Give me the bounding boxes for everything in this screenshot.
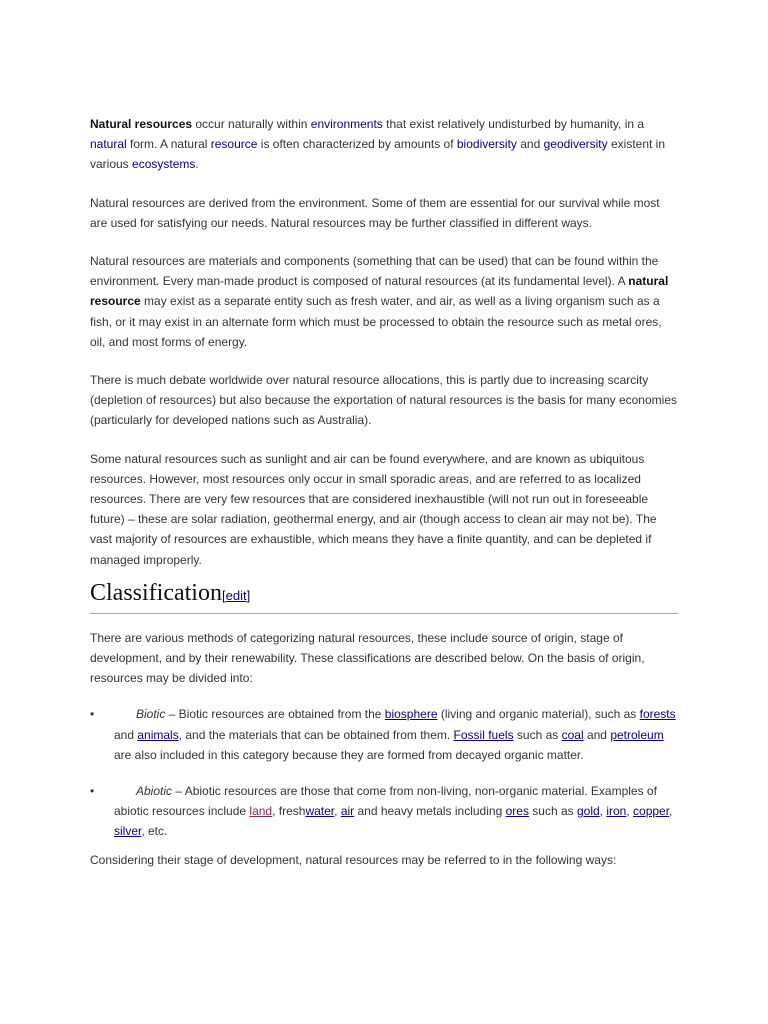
text-span: , (599, 804, 607, 819)
text-span: may exist as a separate entity such as fresh water, and air, as well as a living organism such as a fish, or it may exist in an alternate form which must be processed to obtain the resource such as metal ores, oil, and most forms of energy. (90, 294, 662, 349)
link-forests[interactable]: forests (639, 707, 676, 722)
link-animals[interactable]: animals (137, 727, 179, 742)
term-abiotic: Abiotic (136, 784, 173, 799)
link-water[interactable]: water (305, 804, 335, 819)
link-petroleum[interactable]: petroleum (610, 727, 664, 742)
link-fossil-fuels[interactable]: Fossil fuels (453, 727, 514, 742)
paragraph-stage-of-development: Considering their stage of development, natural resources may be referred to in the following ways: (90, 852, 617, 867)
text-span: , and the materials that can be obtained from them. (178, 727, 454, 742)
text-span: Natural resources are materials and components (something that can be used) that can be found within the environment. Every man-made product is composed of natural resources (at its fundamental level). A (90, 254, 659, 289)
text-span: – Biotic resources are obtained from the (165, 707, 385, 722)
list-item-abiotic (90, 781, 678, 842)
text-span: and heavy metals including (354, 804, 506, 819)
text-span: and (516, 137, 544, 152)
text-span: , etc. (141, 824, 168, 839)
link-resource[interactable]: resource (210, 137, 258, 152)
intro-paragraph (90, 114, 678, 175)
article-body (90, 114, 678, 870)
text-span: such as (528, 804, 577, 819)
text-span: , (669, 804, 673, 819)
link-natural[interactable]: natural (90, 137, 127, 152)
link-ores[interactable]: ores (505, 804, 529, 819)
heading-title: Classification (90, 579, 222, 606)
link-biodiversity[interactable]: biodiversity (456, 137, 517, 152)
link-geodiversity[interactable]: geodiversity (543, 137, 608, 152)
text-span: – Abiotic resources are those that come from non-living, non-organic material. Examples of abiotic resources include (114, 784, 657, 819)
link-silver[interactable]: silver (114, 824, 142, 839)
bold-term: natural resource (90, 274, 669, 309)
paragraph-materials (90, 251, 678, 352)
paragraph-ubiquitous: Some natural resources such as sunlight and air can be found everywhere, and are known as ubiquitous resources. However, most resources only occur in small sporadic areas, and are referred to as localized resources. There are very few resources that are considered inexhaustible (will not run out in foreseeable future) – these are solar radiation, geothermal energy, and air (though access to clean air may not be). The vast majority of resources are exhaustible, which means they have a finite quantity, and can be depleted if managed improperly. (90, 451, 657, 567)
bracket: ] (246, 587, 251, 603)
paragraph-debate: There is much debate worldwide over natural resource allocations, this is partly due to increasing scarcity (depletion of resources) but also because the exportation of natural resources is the basis for many economies (particularly for developed nations such as Australia). (90, 373, 677, 428)
link-land[interactable]: land (249, 804, 273, 819)
text-span: are also included in this category because they are formed from decayed organic matter. (114, 747, 584, 762)
text-span: form. A natural (126, 137, 211, 152)
text-span: (living and organic material), such as (437, 707, 640, 722)
text-span: that exist relatively undisturbed by humanity, in a (382, 117, 645, 131)
text-span: occur naturally within (192, 117, 311, 131)
text-span: . (195, 157, 199, 172)
text-span: existent in various (90, 137, 666, 172)
section-heading-classification (90, 578, 678, 614)
link-air[interactable]: air (340, 804, 355, 819)
text-span: , (626, 804, 634, 819)
link-iron[interactable]: iron (606, 804, 627, 819)
paragraph-derived: Natural resources are derived from the environment. Some of them are essential for our survival while most are used for satisfying our needs. Natural resources may be further classified in different ways. (90, 195, 660, 230)
bracket: [ (221, 587, 226, 603)
link-coal[interactable]: coal (561, 727, 584, 742)
link-biosphere[interactable]: biosphere (384, 707, 438, 722)
link-copper[interactable]: copper (633, 804, 670, 819)
text-span: , fresh (272, 804, 306, 819)
biotic-text (114, 704, 678, 765)
bullet-icon: • (90, 784, 95, 799)
term-biotic: Biotic (136, 707, 166, 722)
text-span: such as (513, 727, 562, 742)
bullet-icon: • (90, 707, 95, 722)
list-item-biotic (90, 704, 678, 765)
link-environments[interactable]: environments (310, 117, 383, 131)
edit-section (222, 588, 250, 603)
bold-term: Natural resources (90, 117, 193, 131)
paragraph-methods: There are various methods of categorizing natural resources, these include source of origin, stage of development, and by their renewability. These classifications are described below. On the basis of origin, resources may be divided into: (90, 630, 645, 686)
text-span: and (114, 727, 138, 742)
text-span: , (334, 804, 341, 819)
text-span: is often characterized by amounts of (257, 137, 457, 152)
abiotic-text (114, 781, 678, 842)
text-span: and (583, 727, 611, 742)
link-gold[interactable]: gold (576, 804, 600, 819)
edit-link[interactable]: edit (225, 587, 247, 603)
link-ecosystems[interactable]: ecosystems (132, 157, 196, 172)
